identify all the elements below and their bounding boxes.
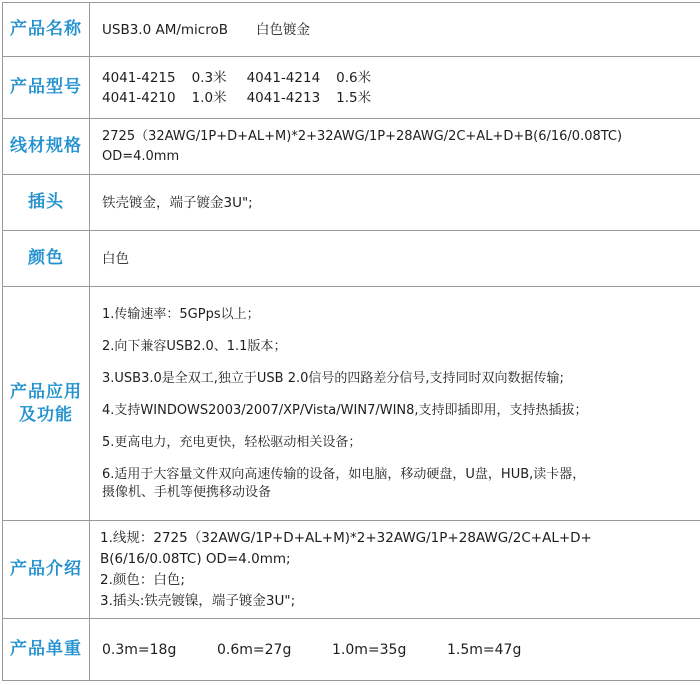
- product-finish-text: 白色镀金: [256, 21, 311, 38]
- row-product-name: [3, 3, 700, 57]
- value-model-number: [90, 57, 700, 119]
- model-code: 4041-4213: [246, 89, 321, 106]
- intro-line: 2.颜色：白色;: [100, 571, 185, 588]
- value-product-name: [90, 3, 700, 57]
- row-intro: [3, 521, 700, 619]
- label-features-line-2: 及功能: [19, 404, 73, 425]
- label-weight: 产品单重: [3, 619, 90, 681]
- label-features-line-1: 产品应用: [10, 381, 82, 402]
- weight-item: 1.5m=47g: [447, 641, 522, 658]
- wire-spec-line-2: OD=4.0mm: [102, 148, 180, 164]
- row-model-number: [3, 57, 700, 119]
- row-weight: [3, 619, 700, 681]
- row-wire-spec: [3, 119, 700, 175]
- label-product-name: 产品名称: [3, 3, 90, 57]
- intro-line: 3.插头:铁壳镀镍，端子镀金3U";: [100, 592, 296, 609]
- label-wire-spec: 线材规格: [3, 119, 90, 175]
- weight-item: 0.3m=18g: [102, 641, 177, 658]
- weight-item: 0.6m=27g: [217, 641, 292, 658]
- feature-item: 1.传输速率：5GPps以上；: [102, 306, 260, 322]
- label-plug: 插头: [3, 175, 90, 231]
- intro-line: B(6/16/0.08TC) OD=4.0mm;: [100, 550, 291, 567]
- value-intro: [90, 521, 700, 619]
- feature-item: 摄像机、手机等便携移动设备: [102, 484, 272, 500]
- intro-line: 1.线规：2725（32AWG/1P+D+AL+M)*2+32AWG/1P+28AWG/2C+AL+D+: [100, 529, 592, 546]
- value-features: [90, 287, 700, 521]
- label-features: [3, 287, 90, 521]
- value-plug: 铁壳镀金，端子镀金3U";: [90, 175, 700, 231]
- product-model-text: USB3.0 AM/microB: [102, 21, 229, 38]
- model-code: 4041-4214: [246, 69, 321, 86]
- product-spec-table: [2, 2, 700, 681]
- model-code: 4041-4210: [102, 89, 176, 106]
- row-features: [3, 287, 700, 521]
- model-length: 0.6米: [336, 69, 372, 86]
- value-weight: [90, 619, 700, 681]
- feature-item: 4.支持WINDOWS2003/2007/XP/Vista/WIN7/WIN8,支持即插即用，支持热插拔；: [102, 402, 588, 418]
- row-plug: [3, 175, 700, 231]
- feature-item: 3.USB3.0是全双工,独立于USB 2.0信号的四路差分信号,支持同时双向数据传输;: [102, 370, 564, 386]
- label-intro: 产品介绍: [3, 521, 90, 619]
- weight-item: 1.0m=35g: [332, 641, 407, 658]
- value-wire-spec: [90, 119, 700, 175]
- model-code: 4041-4215: [102, 69, 176, 86]
- label-model-number: 产品型号: [3, 57, 90, 119]
- feature-item: 5.更高电力，充电更快，轻松驱动相关设备；: [102, 434, 362, 450]
- model-line-2: [102, 88, 700, 108]
- label-color: 颜色: [3, 231, 90, 287]
- wire-spec-line-1: 2725（32AWG/1P+D+AL+M)*2+32AWG/1P+28AWG/2C+AL+D+B(6/16/0.08TC): [102, 128, 623, 144]
- model-length: 1.5米: [336, 89, 372, 106]
- feature-item: 2.向下兼容USB2.0、1.1版本；: [102, 338, 287, 354]
- model-length: 1.0米: [191, 89, 227, 106]
- model-line-1: [102, 68, 700, 88]
- row-color: [3, 231, 700, 287]
- value-color: 白色: [90, 231, 700, 287]
- feature-item: 6.适用于大容量文件双向高速传输的设备，如电脑，移动硬盘，U盘，HUB,读卡器，: [102, 466, 586, 482]
- model-length: 0.3米: [191, 69, 227, 86]
